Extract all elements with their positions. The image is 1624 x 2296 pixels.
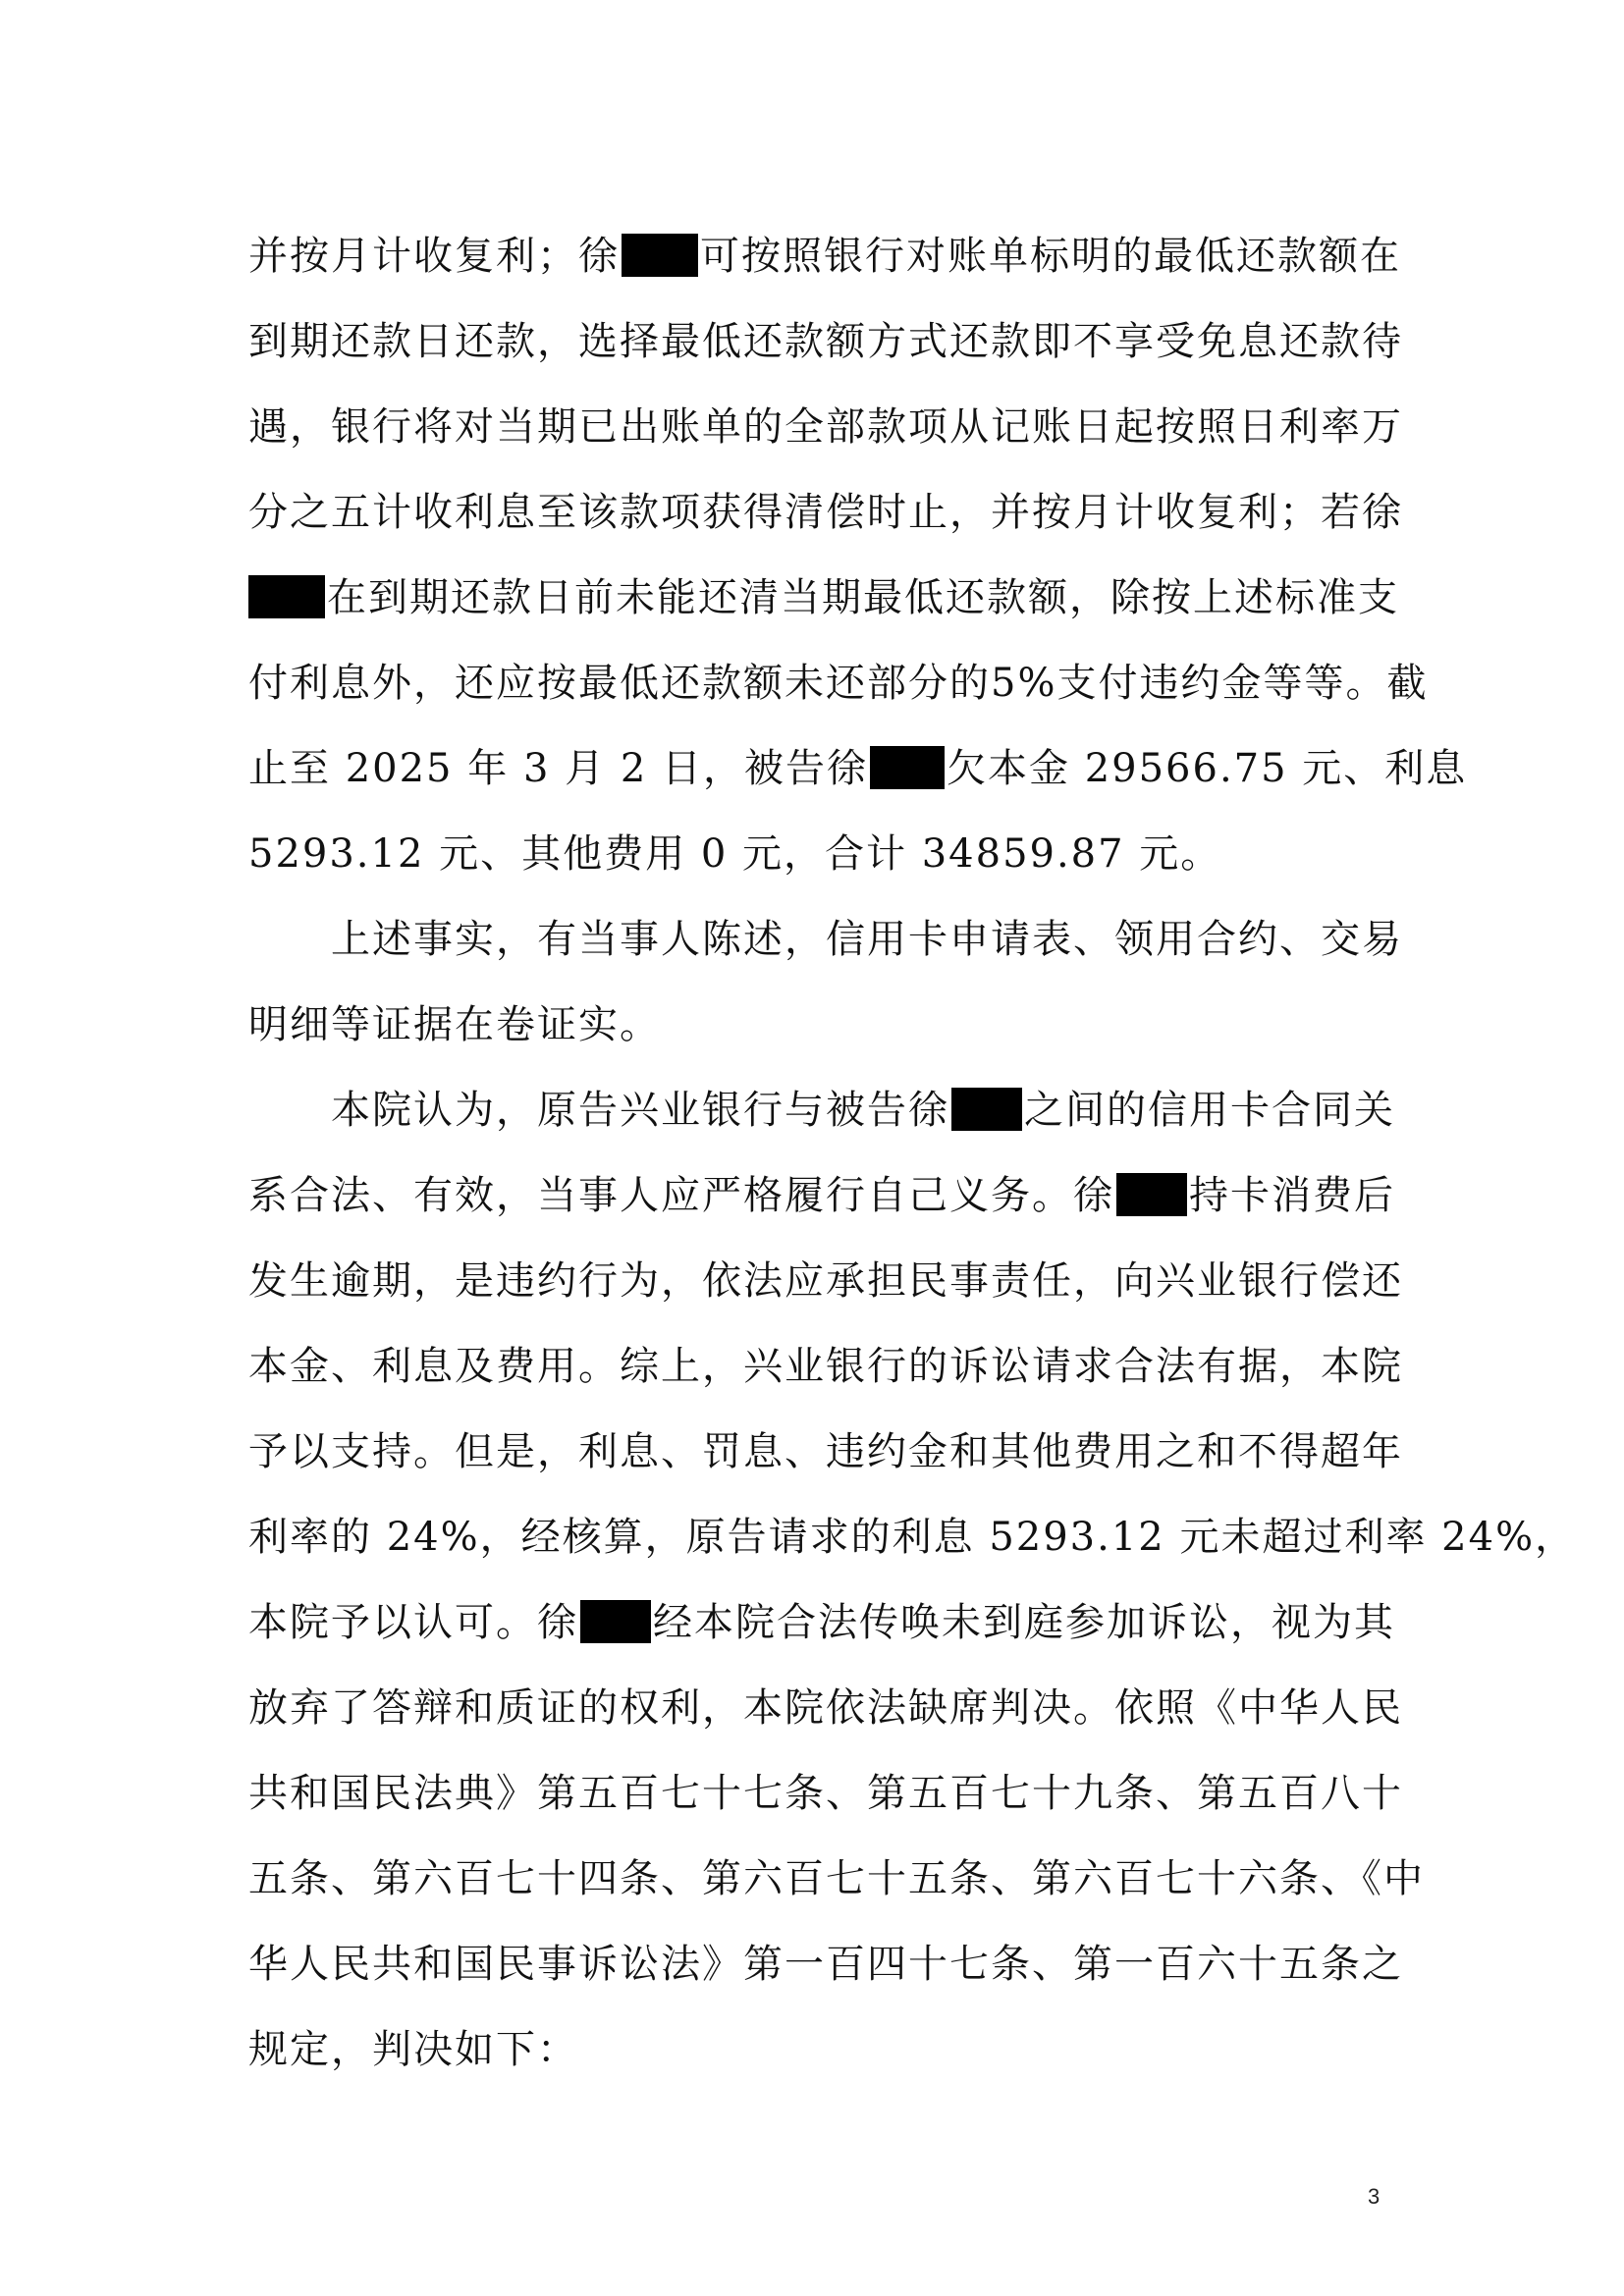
text-line xyxy=(248,556,1399,641)
redaction-bar xyxy=(1116,1173,1187,1216)
text-line: 五条、第六百七十四条、第六百七十五条、第六百七十六条、《中 xyxy=(248,1856,1425,1901)
redaction-bar xyxy=(870,746,945,789)
text-line: 分之五计收利息至该款项获得清偿时止，并按月计收复利；若徐 xyxy=(248,490,1403,535)
text-line: 上述事实，有当事人陈述，信用卡申请表、领用合约、交易 xyxy=(331,917,1403,962)
text-line xyxy=(248,1068,1395,1153)
text-line: 遇，银行将对当期已出账单的全部款项从记账日起按照日利率万 xyxy=(248,404,1403,450)
text-fragment: 在到期还款日前未能还清当期最低还款额，除按上述标准支 xyxy=(327,575,1399,620)
text-line: 到期还款日还款，选择最低还款额方式还款即不享受免息还款待 xyxy=(248,319,1403,364)
redaction-bar xyxy=(580,1600,651,1643)
text-line: 付利息外，还应按最低还款额未还部分的5%支付违约金等等。截 xyxy=(248,661,1429,706)
text-line xyxy=(248,726,1468,812)
text-fragment: 本院予以认可。徐 xyxy=(248,1600,578,1645)
document-body xyxy=(248,214,1577,2093)
text-fragment: 可按照银行对账单标明的最低还款额在 xyxy=(700,234,1401,279)
redaction-bar xyxy=(248,575,325,618)
redaction-bar xyxy=(622,234,698,277)
text-fragment: 持卡消费后 xyxy=(1189,1173,1395,1218)
text-line xyxy=(248,1580,1395,1666)
text-fragment: 经本院合法传唤未到庭参加诉讼，视为其 xyxy=(653,1600,1395,1645)
text-fragment: 本院认为，原告兴业银行与被告徐 xyxy=(331,1088,949,1133)
text-fragment: 并按月计收复利；徐 xyxy=(248,234,620,279)
text-line xyxy=(248,1153,1395,1239)
text-line: 共和国民法典》第五百七十七条、第五百七十九条、第五百八十 xyxy=(248,1771,1403,1816)
text-line xyxy=(248,214,1401,299)
text-line: 规定，判决如下： xyxy=(248,2027,578,2072)
text-line: 利率的 24%，经核算，原告请求的利息 5293.12 元未超过利率 24%， xyxy=(248,1515,1577,1560)
text-fragment: 之间的信用卡合同关 xyxy=(1024,1088,1395,1133)
text-line: 本金、利息及费用。综上，兴业银行的诉讼请求合法有据，本院 xyxy=(248,1344,1403,1389)
text-line: 明细等证据在卷证实。 xyxy=(248,1002,661,1047)
text-line: 予以支持。但是，利息、罚息、违约金和其他费用之和不得超年 xyxy=(248,1429,1403,1474)
text-line: 华人民共和国民事诉讼法》第一百四十七条、第一百六十五条之 xyxy=(248,1942,1403,1987)
text-line: 放弃了答辩和质证的权利，本院依法缺席判决。依照《中华人民 xyxy=(248,1685,1403,1731)
page-number: 3 xyxy=(1368,2184,1380,2209)
text-fragment: 欠本金 29566.75 元、利息 xyxy=(946,746,1468,791)
text-line: 发生逾期，是违约行为，依法应承担民事责任，向兴业银行偿还 xyxy=(248,1258,1403,1304)
text-fragment: 止至 2025 年 3 月 2 日，被告徐 xyxy=(248,746,868,791)
text-fragment: 系合法、有效，当事人应严格履行自己义务。徐 xyxy=(248,1173,1114,1218)
redaction-bar xyxy=(951,1088,1022,1131)
text-line: 5293.12 元、其他费用 0 元，合计 34859.87 元。 xyxy=(248,831,1222,877)
